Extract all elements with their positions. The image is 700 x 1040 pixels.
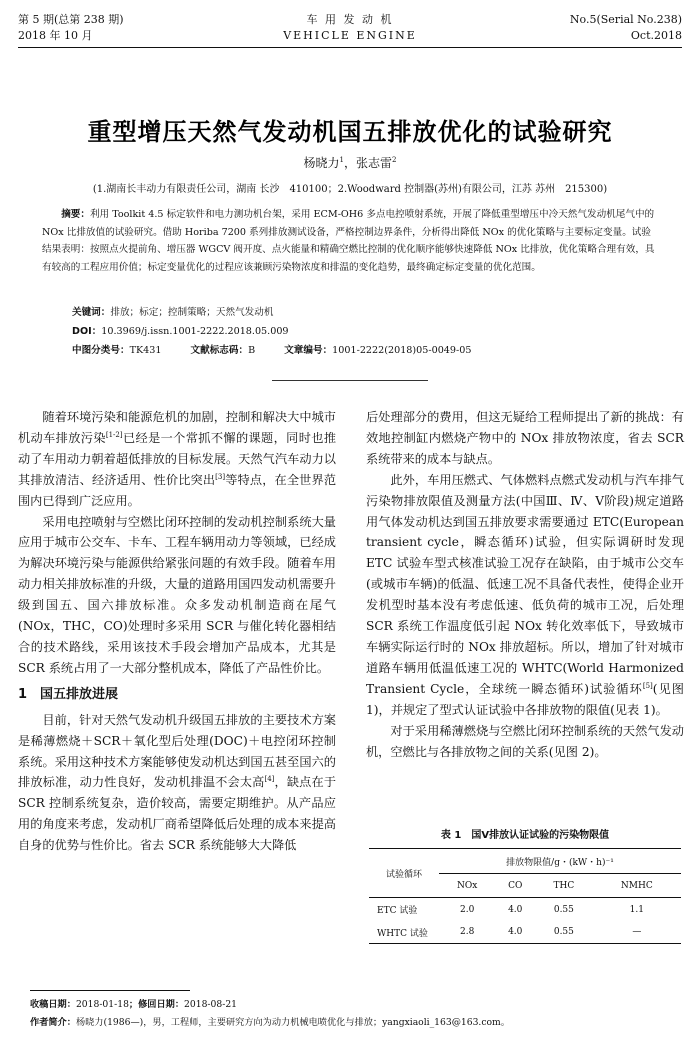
affiliation: (1.湖南长丰动力有限责任公司，湖南 长沙 410100；2.Woodward 控制器(苏州)有限公司，江苏 苏州 215300)	[92, 184, 608, 195]
table-cell: ETC 试验	[377, 906, 418, 917]
paragraph: 对于采用稀薄燃烧与空燃比闭环控制系统的天然气发动机，空燃比与各排放物之间的关系(见图 2)。	[366, 723, 684, 759]
received-date: 2018-01-18	[75, 999, 129, 1010]
citation: [5]	[642, 681, 653, 690]
section-heading: 1 国五排放进展	[18, 686, 119, 702]
emission-limits-table	[369, 848, 681, 944]
paragraph: 采用电控喷射与空燃比闭环控制的发动机控制系统大量应用于城市公交车、卡车、工程车辆用动力等领域，已经成为解决环境污染与能源供给紧张问题的有效手段。随着车用动力相关排放标准的升级，大量的道路用国四发动机需要升级到国五、国六排放标准。众多发动机制造商在尾气(NOx，THC，CO)处理时多采用 SCR 与催化转化器相结合的技术路线，采用该技术手段会增加产品成本，尤其是 SCR 系统占用了一大部分整机成本，降低了产品性价比。	[18, 514, 336, 675]
header-issue: 第 5 期(总第 238 期)	[18, 13, 124, 26]
abstract	[42, 206, 660, 276]
paragraph	[18, 710, 336, 856]
authors	[0, 154, 700, 171]
citation: [3]	[215, 472, 226, 481]
paragraph-text: 随着环境污染和能源危机的加剧，控制和解决大中城市机动车排放污染	[18, 410, 336, 445]
paragraph-text: 等特点，在全世界范围内已得到广泛应用。	[18, 472, 337, 508]
abstract-text: 利用 Toolkit 4.5 标定软件和电力测功机台架，采用 ECM-OH6 多点电控喷射系统，开展了降低重型增压中冷天然气发动机尾气中的 NOx 比排放值的试验研究。借助 Horiba 7200 系列排放测试设备，严格控制边界条件，分析得出降低 NOx 的优化策略与主要标定变量。试验结果表明：按照点火提前角、增压器 WGCV 阀开度、点火能量和精确空燃比控制的优化顺序能够快速降低 NOx 比排放，优化策略合理有效，具有较高的工程应用价值；标定变量优化的过程应该兼顾污染物浓度和排温的变化趋势，最终确定标定变量的优化范围。	[42, 209, 655, 273]
revised-label: ；修回日期：	[128, 999, 185, 1010]
header-rule	[18, 47, 682, 48]
author-bio: 杨晓力(1986—)，男，工程师，主要研究方向为动力机械电喷优化与排放；yangxiaoli_163@163.com。	[75, 1017, 510, 1028]
table-row	[369, 922, 681, 944]
paragraph-text: 此外，车用压燃式、气体燃料点燃式发动机与汽车排气污染物排放限值及测量方法(中国Ⅲ、Ⅳ、Ⅴ阶段)规定道路用气体发动机达到国五排放要求需要通过 ETC(European transient cycle，瞬态循环)试验，但实际调研时发现 ETC 试验车型式核准试验工况存在缺陷，由于城市公交车(或城市车辆)的低温、低速工况不具备代表性，使得企业开发机型时基本没有考虑低速、低负荷的城市工况，后处理 SCR 系统工作温度低引起 NOx 转化效率低下，导致城市车辆实际运行时的 NOx 排放超标。所以，增加了针对城市道路车辆用低温低速工况的 WHTC(World Harmonized Transient Cycle，全球统一瞬态循环)试验循环	[366, 472, 684, 696]
classification	[72, 344, 471, 358]
author-1: 杨晓力	[303, 156, 340, 170]
table-cell: WHTC 试验	[377, 928, 428, 939]
table-cell: 4.0	[508, 904, 523, 915]
received-label: 收稿日期：	[30, 999, 76, 1010]
paragraph: 后处理部分的费用，但这无疑给工程师提出了新的挑战：有效地控制缸内燃烧产物中的 NOx 排放物浓度，省去 SCR 系统带来的成本与缺点。	[366, 410, 684, 466]
author-1-mark: 1	[339, 156, 344, 164]
clc-label: 中图分类号：	[72, 345, 130, 356]
footnote-rule	[30, 990, 190, 991]
journal-title-en: VEHICLE ENGINE	[283, 29, 417, 42]
table-cell: —	[632, 927, 642, 938]
header-serial: No.5(Serial No.238)	[569, 13, 682, 26]
paragraph-text: ，缺点在于 SCR 控制系统复杂，造价较高，需要定期维护。从产品应用的角度来考虑，发动机厂商希望降低后处理的成本来提高自身的优势与性价比。省去 SCR 系统能够大大降低	[18, 775, 337, 853]
clc-value: TK431	[129, 345, 162, 356]
keywords-text: 排放；标定；控制策略；天然气发动机	[110, 307, 274, 318]
author-sep: ，	[343, 156, 356, 170]
left-column	[18, 407, 336, 856]
header-date: 2018 年 10 月	[18, 29, 93, 42]
column-header: CO	[495, 874, 535, 898]
table-cell: 4.0	[508, 927, 523, 938]
doc-code-label: 文献标志码：	[190, 345, 249, 356]
abstract-label: 摘要：	[61, 209, 90, 220]
paper-title: 重型增压天然气发动机国五排放优化的试验研究	[87, 118, 613, 146]
doi-text: 10.3969/j.issn.1001-2222.2018.05.009	[101, 326, 289, 337]
revised-date: 2018-08-21	[184, 999, 238, 1010]
journal-title-cn: 车 用 发 动 机	[306, 13, 394, 26]
article-no-label: 文章编号：	[284, 345, 333, 356]
table-cell: 2.0	[460, 904, 475, 915]
table-cell: 2.8	[460, 927, 475, 938]
table-cell: 0.55	[553, 904, 574, 915]
footnote-author	[30, 1014, 510, 1032]
doi-label: DOI：	[72, 326, 102, 337]
author-bio-label: 作者简介：	[30, 1017, 76, 1028]
paragraph-text: 目前，针对天然气发动机升级国五排放的主要技术方案是稀薄燃烧＋SCR＋氧化型后处理(DOC)＋电控闭环控制系统。采用这种技术方案能够使发动机达到国五甚至国六的排放标准，动力性良好，发动机排温不会太高	[18, 712, 336, 790]
author-2: 张志雷	[356, 156, 393, 170]
doi	[72, 325, 289, 339]
article-no-value: 1001-2222(2018)05-0049-05	[332, 345, 472, 356]
doc-code-value: B	[248, 345, 256, 356]
column-header: THC	[535, 874, 593, 898]
column-header: NMHC	[593, 874, 681, 898]
table-row	[369, 898, 681, 922]
citation: [4]	[264, 775, 275, 784]
paragraph	[366, 470, 684, 721]
paragraph-text: (见图 1)，并规定了型式认证试验中各排放物的限值(见表 1)。	[366, 681, 684, 717]
citation: [1-2]	[105, 430, 123, 439]
paragraph	[18, 407, 336, 512]
table-cell: 1.1	[629, 904, 644, 915]
row-header: 试验循环	[369, 849, 439, 898]
keywords-label: 关键词：	[72, 307, 111, 318]
footnote-dates	[30, 996, 237, 1014]
column-header: NOx	[439, 874, 495, 898]
table-title: 表 1 国Ⅴ排放认证试验的污染物限值	[440, 830, 610, 841]
author-2-mark: 2	[392, 156, 397, 164]
abstract-divider	[272, 380, 428, 381]
group-header: 排放物限值/g・(kW・h)⁻¹	[439, 849, 681, 874]
paragraph-text: 已经是一个常抓不懈的课题，同时也推动了车用动力朝着超低排放的目标发展。天然气汽车动力以其排放清洁、经济适用、性价比突出	[18, 430, 337, 487]
right-column	[366, 407, 684, 762]
header-date-en: Oct.2018	[630, 29, 682, 42]
keywords	[72, 306, 273, 320]
table-cell: 0.55	[553, 927, 574, 938]
